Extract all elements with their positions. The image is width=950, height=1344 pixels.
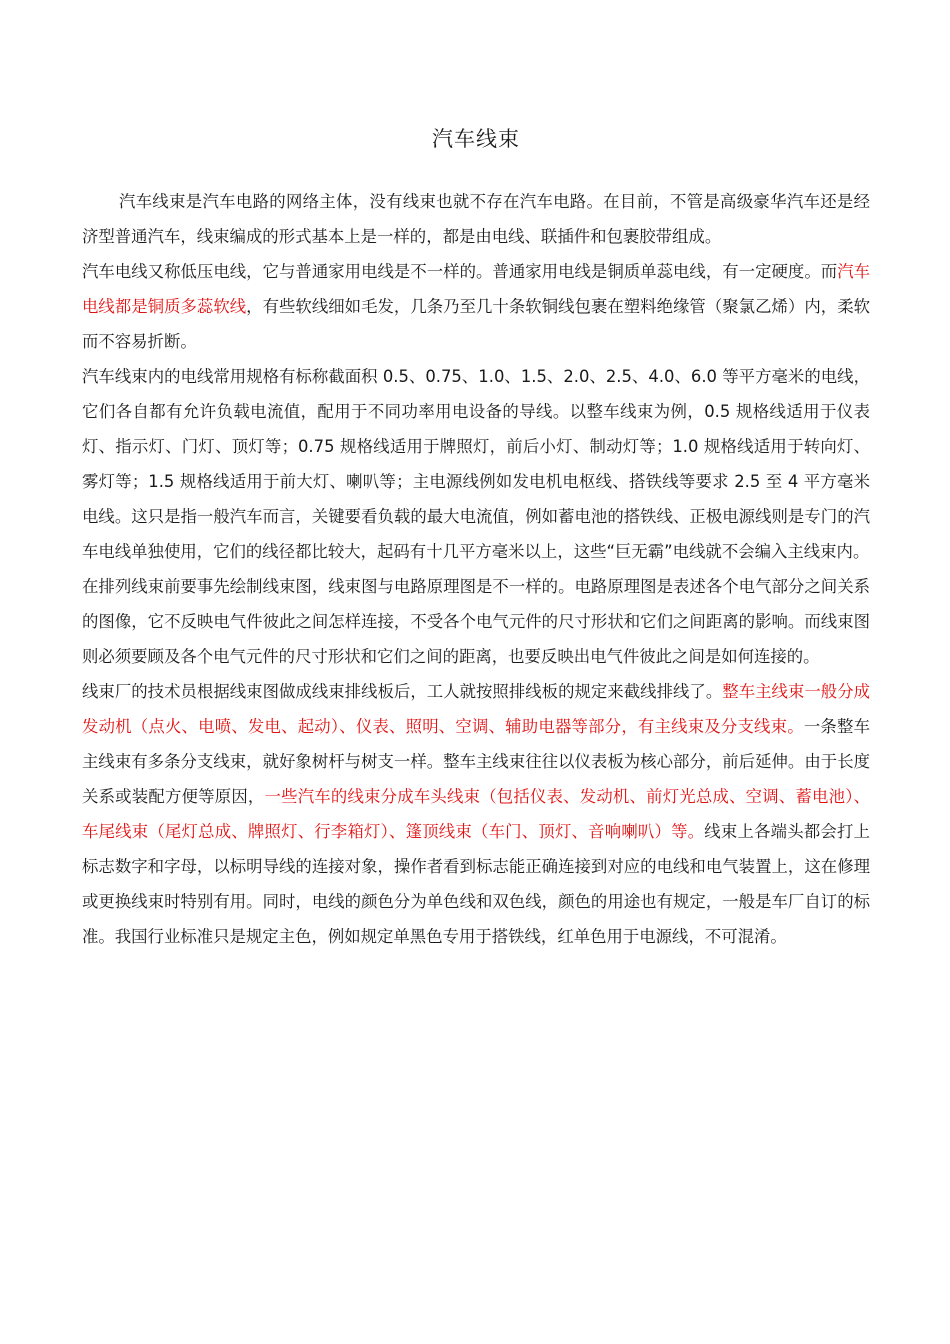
highlighted-text: 汽车电线都是铜质多蕊软线 bbox=[82, 262, 871, 316]
highlighted-text: 一些汽车的线束分成车头线束（包括仪表、发动机、前灯光总成、空调、蓄电池）、车尾线束（尾灯总成、牌照灯、行李箱灯）、篷顶线束（车门、顶灯、音响喇叭）等。 bbox=[82, 787, 870, 841]
paragraph-intro bbox=[82, 184, 870, 254]
paragraph-text: 汽车线束内的电线常用规格有标称截面积 0.5、0.75、1.0、1.5、2.0、2.5、4.0、6.0 等平方毫米的电线，它们各自都有允许负载电流值，配用于不同功率用电设备的导线。以整车线束为例，0.5 规格线适用于仪表灯、指示灯、门灯、顶灯等；0.75 规格线适用于牌照灯，前后小灯、制动灯等；1.0 规格线适用于转向灯、雾灯等；1.5 规格线适用于前大灯、喇叭等；主电源线例如发电机电枢线、搭铁线等要求 2.5 至 4 平方毫米电线。这只是指一般汽车而言，关键要看负载的最大电流值，例如蓄电池的搭铁线、正极电源线则是专门的汽车电线单独使用，它们的线径都比较大，起码有十几平方毫米以上，这些“巨无霸”电线就不会编入主线束内。 bbox=[82, 367, 870, 561]
document-title: 汽车线束 bbox=[432, 127, 520, 151]
paragraph-harness-diagram bbox=[82, 569, 870, 674]
paragraph-wire-type bbox=[82, 254, 870, 359]
paragraph-text: ，有些软线细如毛发，几条乃至几十条软铜线包裹在塑料绝缘管（聚氯乙烯）内，柔软而不容易折断。 bbox=[82, 297, 870, 351]
paragraph-text: 在排列线束前要事先绘制线束图，线束图与电路原理图是不一样的。电路原理图是表述各个电气部分之间关系的图像，它不反映电气件彼此之间怎样连接，不受各个电气元件的尺寸形状和它们之间距离的影响。而线束图则必须要顾及各个电气元件的尺寸形状和它们之间的距离，也要反映出电气件彼此之间是如何连接的。 bbox=[82, 577, 870, 666]
paragraph-text: 汽车线束是汽车电路的网络主体，没有线束也就不存在汽车电路。在目前，不管是高级豪华汽车还是经济型普通汽车，线束编成的形式基本上是一样的，都是由电线、联插件和包裹胶带组成。 bbox=[82, 192, 870, 246]
paragraph-text: 线束厂的技术员根据线束图做成线束排线板后，工人就按照排线板的规定来截线排线了。 bbox=[82, 682, 723, 701]
highlighted-text: 整车主线束一般分成发动机（点火、电喷、发电、起动）、仪表、照明、空调、辅助电器等部分，有主线束及分支线束。 bbox=[82, 682, 871, 736]
paragraph-text: 一条整车主线束有多条分支线束，就好象树杆与树支一样。整车主线束往往以仪表板为核心部分，前后延伸。由于长度关系或装配方便等原因， bbox=[82, 717, 870, 806]
document-page bbox=[82, 120, 870, 954]
paragraph-harness-production bbox=[82, 674, 870, 954]
paragraph-text: 线束上各端头都会打上标志数字和字母，以标明导线的连接对象，操作者看到标志能正确连接到对应的电线和电气装置上，这在修理或更换线束时特别有用。同时，电线的颜色分为单色线和双色线，颜色的用途也有规定，一般是车厂自订的标准。我国行业标准只是规定主色，例如规定单黑色专用于搭铁线，红单色用于电源线，不可混淆。 bbox=[82, 822, 870, 946]
paragraph-wire-specs bbox=[82, 359, 870, 569]
paragraph-text: 汽车电线又称低压电线，它与普通家用电线是不一样的。普通家用电线是铜质单蕊电线，有一定硬度。而 bbox=[82, 262, 838, 281]
